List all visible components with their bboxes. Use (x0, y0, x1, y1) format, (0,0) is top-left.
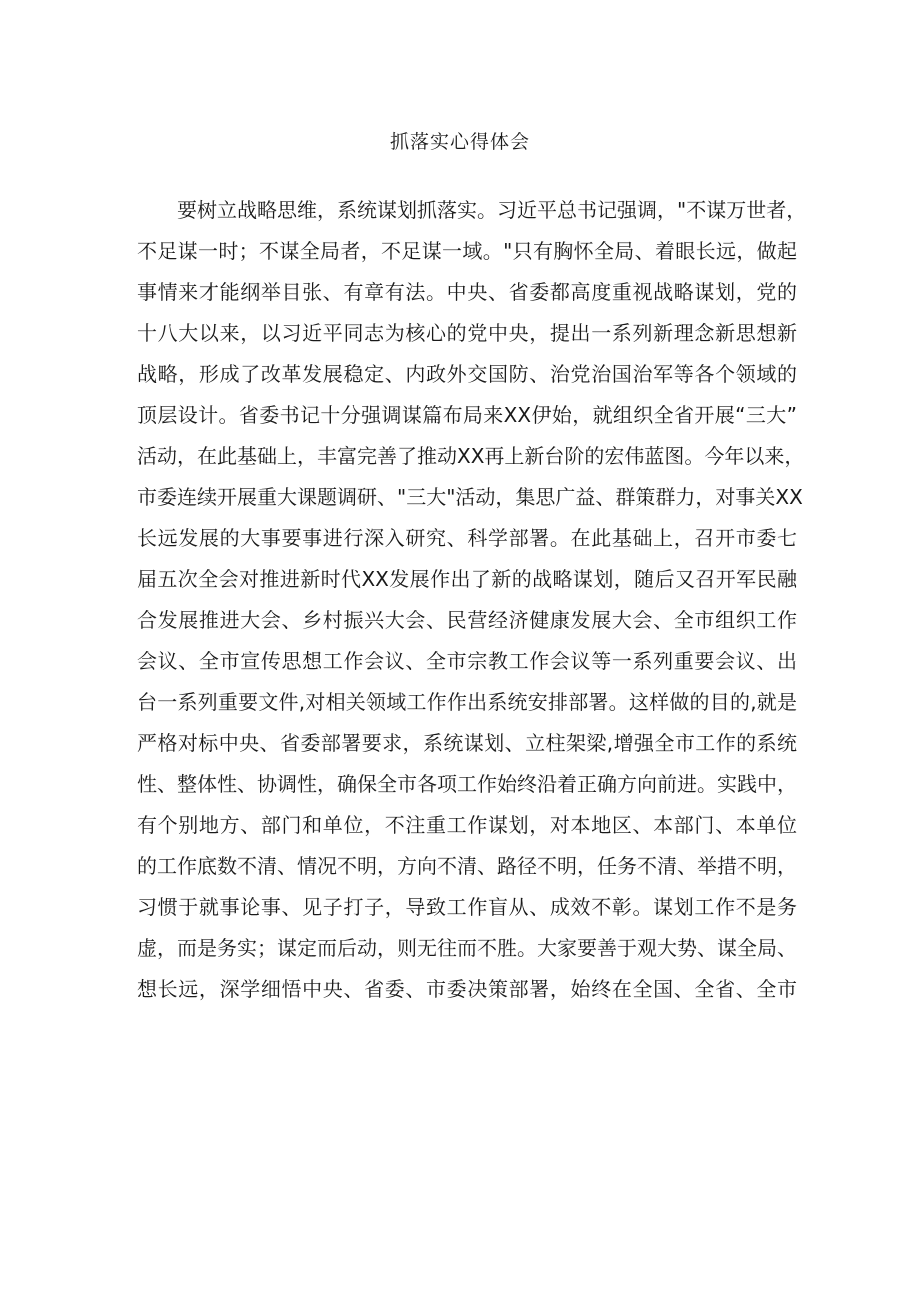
paragraph-line: 要树立战略思维，系统谋划抓落实。习近平总书记强调，"不谋万世者， (177, 198, 807, 222)
paragraph-line: 习惯于就事论事、见子打子，导致工作盲从、成效不彰。谋划工作不是务 (137, 895, 797, 919)
paragraph-line: 会议、全市宣传思想工作会议、全市宗教工作会议等一系列重要会议、出 (137, 649, 797, 673)
paragraph-line: 有个别地方、部门和单位，不注重工作谋划，对本地区、本部门、本单位 (137, 813, 797, 837)
paragraph-line: 活动，在此基础上，丰富完善了推动XX再上新台阶的宏伟蓝图。今年以来， (137, 444, 805, 468)
paragraph-line: 严格对标中央、省委部署要求，系统谋划、立柱架梁,增强全市工作的系统 (137, 731, 797, 755)
document-body (137, 190, 807, 1010)
paragraph-line: 不足谋一时；不谋全局者，不足谋一域。"只有胸怀全局、着眼长远，做起 (137, 239, 797, 263)
paragraph-line: 台一系列重要文件,对相关领域工作作出系统安排部署。这样做的目的,就是 (137, 690, 797, 714)
paragraph-line: 顶层设计。省委书记十分强调谋篇布局来XX伊始，就组织全省开展“三大” (137, 403, 797, 427)
paragraph-line: 届五次全会对推进新时代XX发展作出了新的战略谋划，随后又召开军民融 (137, 567, 797, 591)
document-title: 抓落实心得体会 (389, 131, 530, 153)
paragraph-line: 虚，而是务实；谋定而后动，则无往而不胜。大家要善于观大势、谋全局、 (137, 936, 797, 960)
paragraph-line: 长远发展的大事要事进行深入研究、科学部署。在此基础上，召开市委七 (137, 526, 797, 550)
paragraph-line: 性、整体性、协调性，确保全市各项工作始终沿着正确方向前进。实践中， (137, 772, 797, 796)
paragraph-line: 战略，形成了改革发展稳定、内政外交国防、治党治国治军等各个领域的 (137, 362, 797, 386)
paragraph-line: 事情来才能纲举目张、有章有法。中央、省委都高度重视战略谋划，党的 (137, 280, 797, 304)
paragraph-line: 的工作底数不清、情况不明，方向不清、路径不明，任务不清、举措不明， (137, 854, 797, 878)
paragraph-line: 合发展推进大会、乡村振兴大会、民营经济健康发展大会、全市组织工作 (137, 608, 797, 632)
paragraph-line: 十八大以来，以习近平同志为核心的党中央，提出一系列新理念新思想新 (137, 321, 797, 345)
paragraph-line: 市委连续开展重大课题调研、"三大"活动，集思广益、群策群力，对事关XX (137, 485, 803, 509)
paragraph-line: 想长远，深学细悟中央、省委、市委决策部署，始终在全国、全省、全市 (137, 977, 797, 1001)
